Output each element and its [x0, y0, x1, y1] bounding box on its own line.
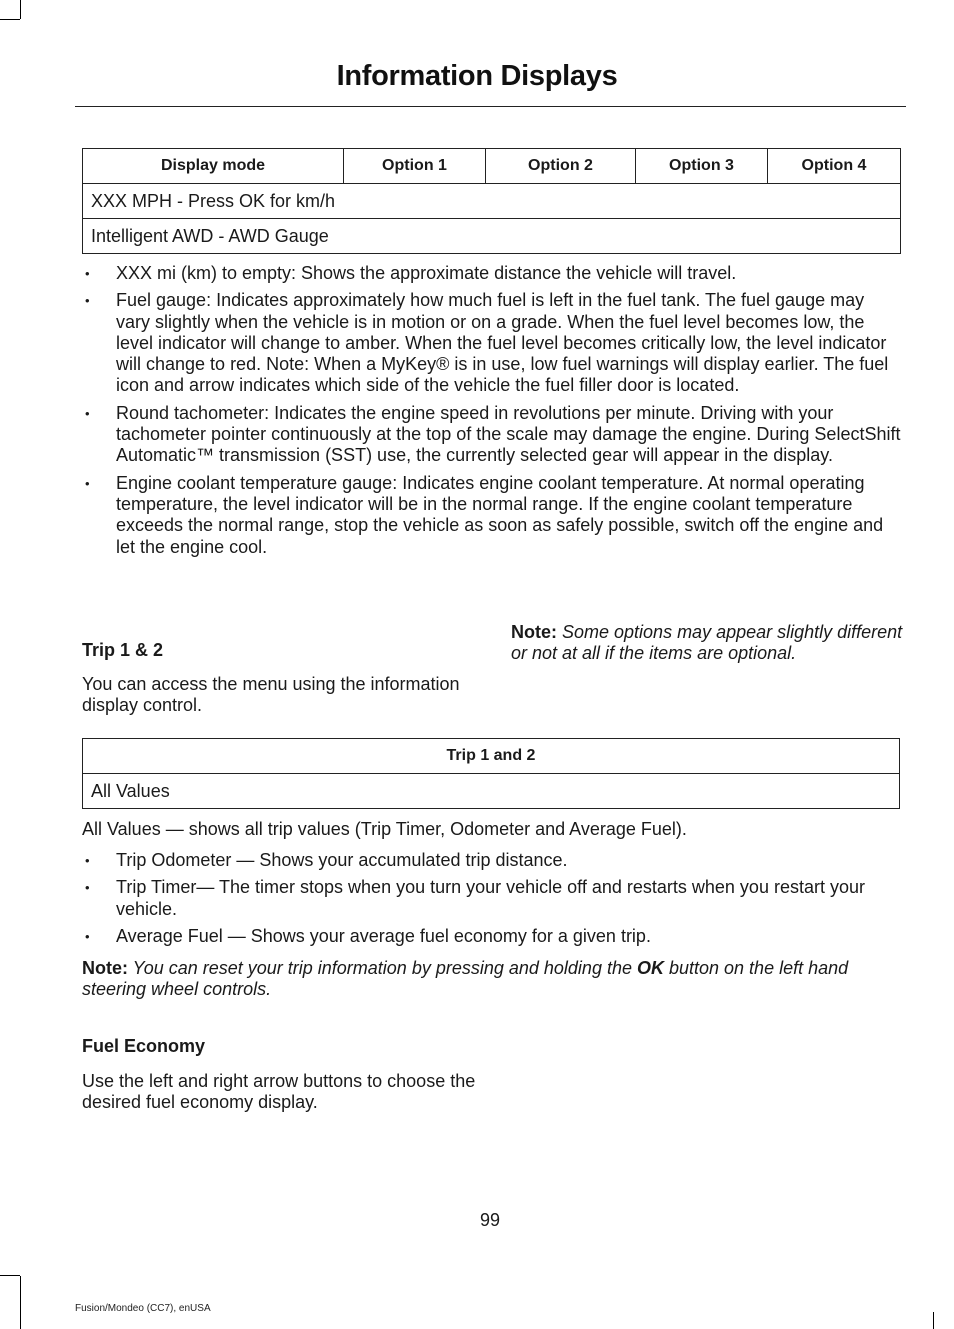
page-number: 99 — [479, 1210, 501, 1230]
header-divider — [75, 106, 906, 107]
column-header: Display mode — [83, 149, 344, 184]
column-header: Trip 1 and 2 — [83, 739, 900, 774]
trip-heading: Trip 1 & 2 — [82, 640, 164, 660]
crop-mark — [20, 1276, 21, 1329]
list-item: • Round tachometer: Indicates the engine speed in revolutions per minute. Driving with your tachometer pointer continuously at the top of the scale may damage the engine. During SelectShift Automatic™ transmission (SST) use, the currently selected gear will appear in the display. — [82, 403, 902, 467]
crop-mark — [0, 19, 20, 20]
reset-note — [82, 958, 902, 1001]
table-row — [83, 219, 901, 254]
crop-mark — [20, 0, 21, 19]
column-header: Option 3 — [636, 149, 768, 184]
page-title: Information Displays — [336, 60, 618, 92]
trip-bullet-list — [82, 850, 902, 953]
note-text: You can reset your trip information by pressing and holding the — [128, 958, 637, 978]
table-cell: XXX MPH - Press OK for km/h — [83, 184, 901, 219]
list-item: • Average Fuel — Shows your average fuel economy for a given trip. — [82, 926, 902, 947]
note-label: Note: — [511, 622, 557, 642]
table-row — [83, 774, 900, 809]
options-note — [511, 622, 903, 665]
table-row — [83, 184, 901, 219]
list-item: • Trip Timer— The timer stops when you turn your vehicle off and restarts when you restart your vehicle. — [82, 877, 902, 920]
note-label: Note: — [82, 958, 128, 978]
ok-button-label: OK — [636, 958, 664, 978]
column-header: Option 2 — [486, 149, 636, 184]
fuel-economy-description: Use the left and right arrow buttons to choose the desired fuel economy display. — [82, 1071, 476, 1113]
display-mode-table — [82, 148, 901, 254]
list-item: • XXX mi (km) to empty: Shows the approximate distance the vehicle will travel. — [82, 263, 902, 284]
crop-mark — [933, 1312, 934, 1329]
note-text: button on the left hand steering wheel controls. — [82, 958, 849, 1000]
table-header-row — [83, 149, 901, 184]
list-item: • Fuel gauge: Indicates approximately how much fuel is left in the fuel tank. The fuel gauge may vary slightly when the vehicle is in motion or on a grade. When the fuel level becomes low, the level indicator will change to amber. When the fuel level becomes critically low, the level indicator will change to red. Note: When a MyKey® is in use, low fuel warnings will display earlier. The fuel icon and arrow indicates which side of the vehicle the fuel filler door is located. — [82, 290, 902, 396]
crop-mark — [0, 1275, 20, 1276]
trip-table — [82, 738, 900, 809]
list-item: • Engine coolant temperature gauge: Indicates engine coolant temperature. At normal operating temperature, the level indicator will be in the normal range. If the engine coolant temperature exceeds the normal range, stop the vehicle as soon as safely possible, switch off the engine and let the engine cool. — [82, 473, 902, 558]
footer-text: Fusion/Mondeo (CC7), enUSA — [75, 1303, 211, 1314]
table-cell: All Values — [83, 774, 900, 809]
note-text: Some options may appear slightly different or not at all if the items are optional. — [511, 622, 903, 664]
column-header: Option 1 — [344, 149, 486, 184]
fuel-economy-heading: Fuel Economy — [82, 1036, 206, 1056]
column-header: Option 4 — [768, 149, 901, 184]
table-header-row — [83, 739, 900, 774]
gauge-bullet-list — [82, 263, 902, 564]
all-values-description: All Values — shows all trip values (Trip Timer, Odometer and Average Fuel). — [82, 819, 687, 839]
table-cell: Intelligent AWD - AWD Gauge — [83, 219, 901, 254]
trip-description: You can access the menu using the information display control. — [82, 674, 460, 716]
list-item: • Trip Odometer — Shows your accumulated trip distance. — [82, 850, 902, 871]
